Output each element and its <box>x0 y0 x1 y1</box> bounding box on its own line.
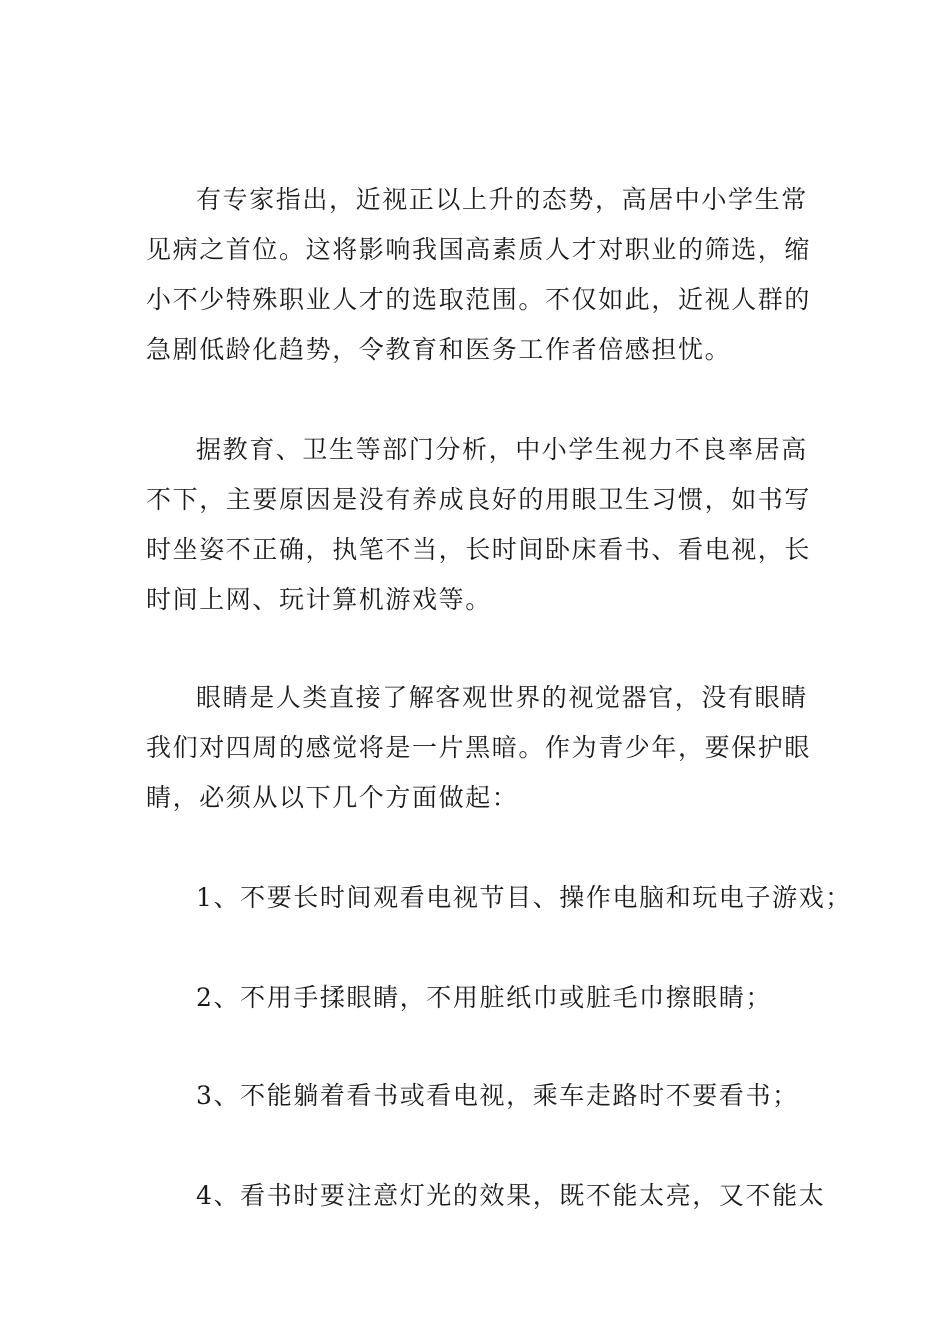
paragraph-1-line-3: 小不少特殊职业人才的选取范围。不仅如此，近视人群的 <box>146 285 812 314</box>
paragraph-2-line-3: 时坐姿不正确，执笔不当，长时间卧床看书、看电视，长 <box>146 535 812 564</box>
paragraph-1-line-2: 见病之首位。这将影响我国高素质人才对职业的筛选，缩 <box>146 235 812 264</box>
paragraph-3-line-2: 我们对四周的感觉将是一片黑暗。作为青少年，要保护眼 <box>146 733 812 762</box>
paragraph-2-line-4: 时间上网、玩计算机游戏等。 <box>146 585 492 614</box>
paragraph-2-line-1: 据教育、卫生等部门分析，中小学生视力不良率居高 <box>196 435 808 464</box>
list-item-1: 1、不要长时间观看电视节目、操作电脑和玩电子游戏； <box>196 883 852 912</box>
paragraph-3-line-1: 眼睛是人类直接了解客观世界的视觉器官，没有眼睛 <box>196 683 808 712</box>
list-item-3: 3、不能躺着看书或看电视，乘车走路时不要看书； <box>196 1081 799 1110</box>
list-item-2: 2、不用手揉眼睛，不用脏纸巾或脏毛巾擦眼睛； <box>196 983 773 1012</box>
paragraph-1-line-4: 急剧低龄化趋势，令教育和医务工作者倍感担忧。 <box>146 335 732 364</box>
paragraph-3-line-3: 睛，必须从以下几个方面做起： <box>146 783 519 812</box>
list-item-4: 4、看书时要注意灯光的效果，既不能太亮，又不能太 <box>196 1181 826 1210</box>
paragraph-1-line-1: 有专家指出，近视正以上升的态势，高居中小学生常 <box>196 185 808 214</box>
paragraph-2-line-2: 不下，主要原因是没有养成良好的用眼卫生习惯，如书写 <box>146 485 812 514</box>
